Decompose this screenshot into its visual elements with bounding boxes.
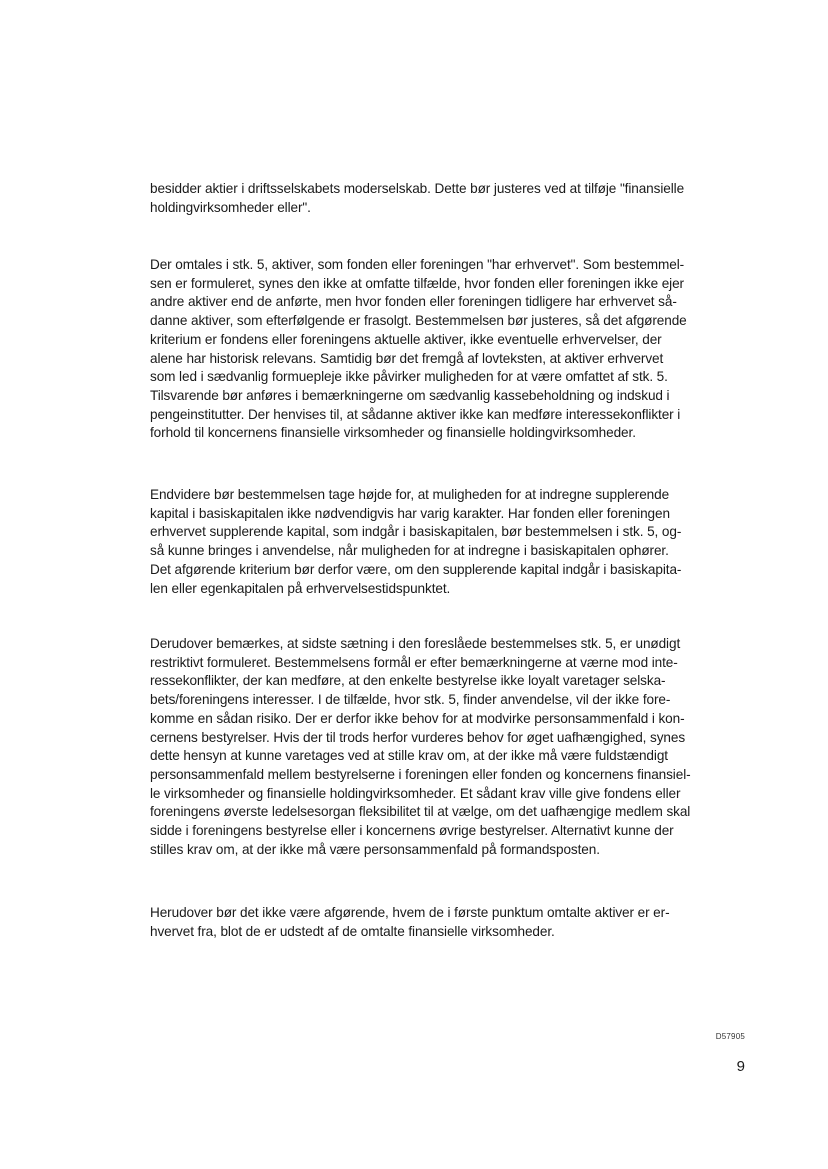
paragraph-board-overlap: Derudover bemærkes, at sidste sætning i den foreslåede bestemmelses stk. 5, er unødigt restriktivt formuleret. Bestemmelsens formål er efter bemærkningerne at værne mod inte- ressekonflikter, der kan medføre, at den enkelte bestyrelse ikke loyalt varetager selska- bets/foreningens interesser. I de tilfælde, hvor stk. 5, finder anvendelse, vil der ikke fore- komme en sådan risiko. Der er derfor ikke behov for at modvirke personsammenfald i kon- cernens bestyrelser. Hvis der til trods herfor vurderes behov for øget uafhængighed, synes dette hensyn at kunne varetages ved at stille krav om, at der ikke må være fuldstændigt personsammenfald mellem bestyrelserne i foreningen eller fonden og koncernens finansiel- le virksomheder og finansielle holdingvirksomheder. Et sådant krav ville give fondens eller foreningens øverste ledelsesorgan fleksibilitet til at vælge, om det uafhængige medlem skal sidde i foreningens bestyrelse eller i koncernens øvrige bestyrelser. Alternativt kunne der stilles krav om, at der ikke må være personsammenfald på formandsposten. [150,636,691,857]
paragraph-supplementary-capital: Endvidere bør bestemmelsen tage højde for, at muligheden for at indregne supplerende kapital i basiskapitalen ikke nødvendigvis har varig karakter. Har fonden eller foreningen erhvervet supplerende kapital, som indgår i basiskapitalen, bør bestemmelsen i stk. 5, og- så kunne bringes i anvendelse, når muligheden for at indregne i basiskapitalen ophører. Det afgørende kriterium bør derfor være, om den supplerende kapital indgår i basiskapita- len eller egenkapitalen på erhvervelsestidspunktet. [150,487,682,596]
document-code: D57905 [715,1032,745,1041]
paragraph-issuer-origin: Herudover bør det ikke være afgørende, hvem de i første punktum omtalte aktiver er er- hvervet fra, blot de er udstedt af de omtalte finansielle virksomheder. [150,905,670,939]
paragraph-acquired-assets: Der omtales i stk. 5, aktiver, som fonden eller foreningen "har erhvervet". Som bestemmel- sen er formuleret, synes den ikke at omfatte tilfælde, hvor fonden eller foreningen ikke ejer andre aktiver end de anførte, men hvor fonden eller foreningen tidligere har erhvervet så- danne aktiver, som efterfølgende er frasolgt. Bestemmelsen bør justeres, så det afgørende kriterium er fondens eller foreningens aktuelle aktiver, ikke eventuelle erhvervelser, der alene har historisk relevans. Samtidig bør det fremgå af lovteksten, at aktiver erhvervet som led i sædvanlig formuepleje ikke påvirker muligheden for at være omfattet af stk. 5. Tilsvarende bør anføres i bemærkningerne om sædvanlig kassebeholdning og indskud i pengeinstitutter. Der henvises til, at sådanne aktiver ikke kan medføre interessekonflikter i forhold til koncernens finansielle virksomheder og finansielle holdingvirksomheder. [150,257,687,441]
paragraph-holding-companies: besidder aktier i driftsselskabets moderselskab. Dette bør justeres ved at tilføje "finansielle holdingvirksomheder eller". [150,181,685,215]
page-number: 9 [736,1058,745,1075]
